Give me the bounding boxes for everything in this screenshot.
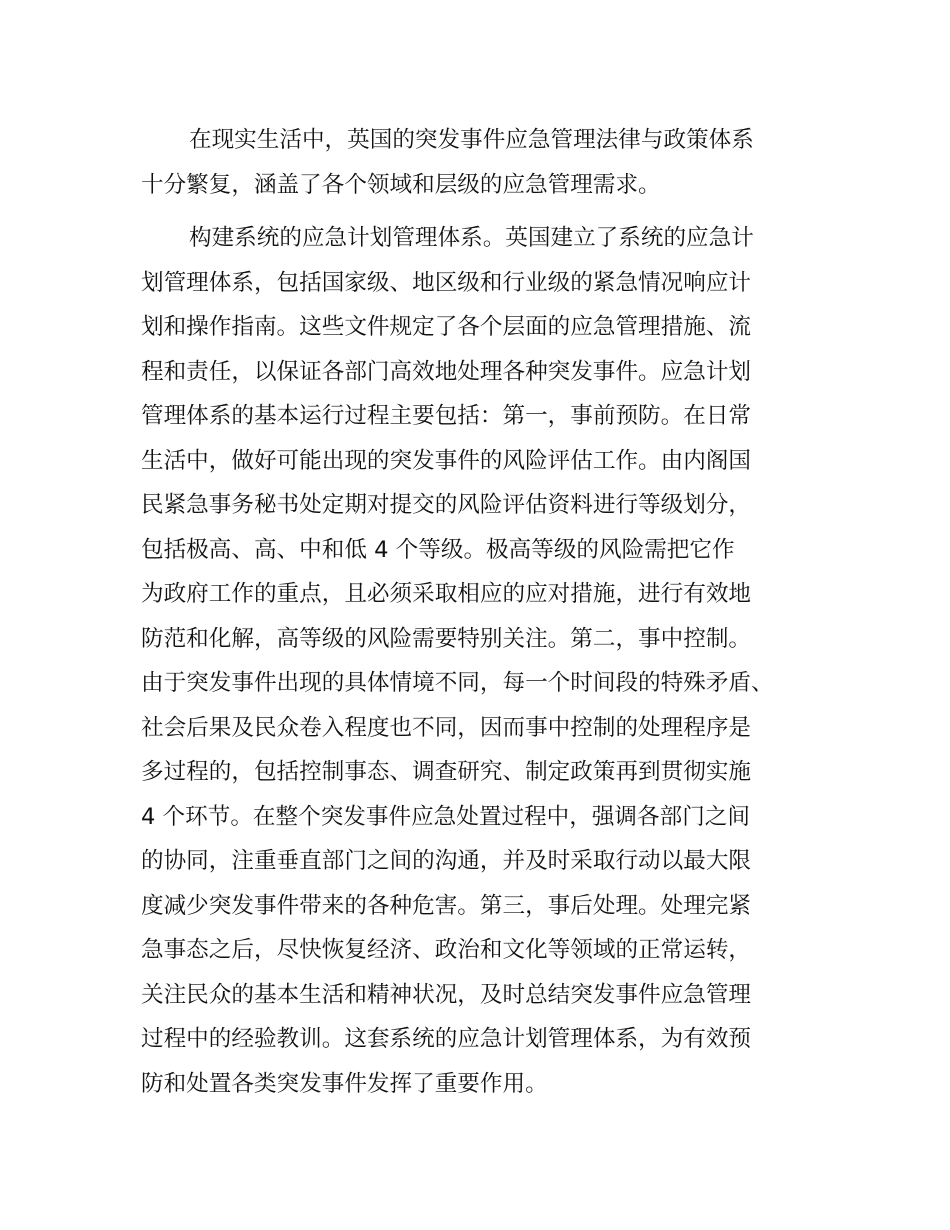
- paragraph-line: 程和责任，以保证各部门高效地处理各种突发事件。应急计划: [141, 358, 752, 385]
- paragraph-line: 防和处置各类突发事件发挥了重要作用。: [141, 1070, 548, 1097]
- paragraph-spacer: [141, 207, 811, 216]
- paragraph-1: [141, 118, 811, 207]
- paragraph-line: 多过程的，包括控制事态、调查研究、制定政策再到贯彻实施: [141, 759, 752, 785]
- paragraph-line: 度减少突发事件带来的各种危害。第三，事后处理。处理完紧: [141, 892, 752, 919]
- paragraph-2: [141, 216, 811, 1106]
- paragraph-line: 管理体系的基本运行过程主要包括：第一，事前预防。在日常: [141, 403, 752, 429]
- paragraph-line: 划管理体系，包括国家级、地区级和行业级的紧急情况响应计: [141, 269, 752, 296]
- paragraph-line: 为政府工作的重点，且必须采取相应的应对措施，进行有效地: [141, 581, 752, 607]
- paragraph-line: 关注民众的基本生活和精神状况，及时总结突发事件应急管理: [141, 981, 752, 1008]
- paragraph-line: 在现实生活中，英国的突发事件应急管理法律与政策体系: [189, 127, 754, 153]
- paragraph-line: 防范和化解，高等级的风险需要特别关注。第二，事中控制。: [141, 625, 752, 652]
- paragraph-line: 由于突发事件出现的具体情境不同，每一个时间段的特殊矛盾、: [141, 670, 774, 696]
- paragraph-line: 社会后果及民众卷入程度也不同，因而事中控制的处理程序是: [141, 714, 752, 741]
- paragraph-line: 划和操作指南。这些文件规定了各个层面的应急管理措施、流: [141, 314, 752, 340]
- paragraph-line: 十分繁复，涵盖了各个领域和层级的应急管理需求。: [141, 171, 661, 198]
- paragraph-line: 过程中的经验教训。这套系统的应急计划管理体系，为有效预: [141, 1026, 752, 1052]
- paragraph-line: 构建系统的应急计划管理体系。英国建立了系统的应急计: [189, 225, 754, 251]
- paragraph-line: 急事态之后，尽快恢复经济、政治和文化等领域的正常运转，: [141, 937, 752, 963]
- paragraph-line: 的协同，注重垂直部门之间的沟通，并及时采取行动以最大限: [141, 848, 752, 874]
- paragraph-line: 4 个环节。在整个突发事件应急处置过程中，强调各部门之间: [141, 803, 750, 830]
- document-body: [141, 118, 811, 1106]
- paragraph-line: 生活中，做好可能出现的突发事件的风险评估工作。由内阁国: [141, 447, 752, 474]
- paragraph-line: 包括极高、高、中和低 4 个等级。极高等级的风险需把它作: [141, 536, 735, 563]
- paragraph-line: 民紧急事务秘书处定期对提交的风险评估资料进行等级划分，: [141, 492, 752, 518]
